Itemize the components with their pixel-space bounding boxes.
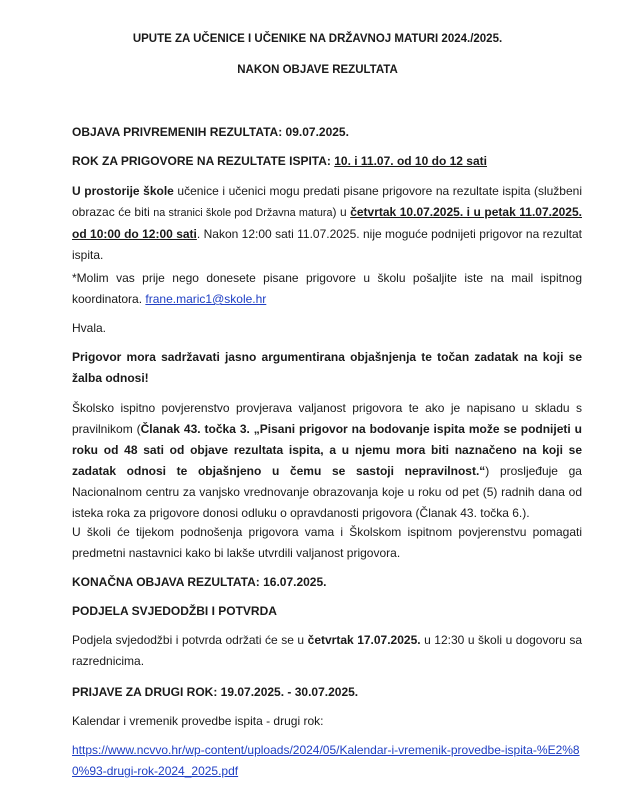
section-provisional-results: OBJAVA PRIVREMENIH REZULTATA: 09.07.2025. bbox=[72, 125, 349, 139]
section-complaint-deadline bbox=[72, 151, 582, 172]
paragraph-teacher-help: U školi će tijekom podnošenja prigovora vama i Školskom ispitnom povjerenstvu pomagati predmetni nastavnici kako bi lakše utvrdili valjanost prigovora. bbox=[72, 525, 582, 560]
certificates-text-2: u 12:30 u školi u dogovoru sa razrednicima. bbox=[72, 633, 583, 668]
complaint-deadline-label: ROK ZA PRIGOVORE NA REZULTATE ISPITA: bbox=[72, 154, 335, 168]
paragraph-email-request bbox=[72, 268, 582, 310]
submission-lead: U prostorije škole bbox=[72, 184, 174, 198]
document-subtitle: NAKON OBJAVE REZULTATA bbox=[237, 64, 398, 76]
paragraph-submission bbox=[72, 181, 582, 266]
complaint-deadline-value: 10. i 11.07. od 10 do 12 sati bbox=[334, 154, 487, 168]
document-title: UPUTE ZA UČENICE I UČENIKE NA DRŽAVNOJ MATURI 2024./2025. bbox=[132, 33, 503, 45]
certificates-date: četvrtak 17.07.2025. bbox=[307, 633, 421, 647]
section-certificates: PODJELA SVJEDODŽBI I POTVRDA bbox=[72, 604, 277, 618]
email-request-text: *Molim vas prije nego donesete pisane prigovore u školu pošaljite iste na mail ispitnog koordinatora. bbox=[72, 271, 582, 306]
procedure-text-1: Školsko ispitno povjerenstvo provjerava valjanost prigovora te ako je napisano u skladu s pravilnikom ( bbox=[72, 401, 582, 436]
calendar-link-wrapper bbox=[72, 740, 582, 782]
paragraph-thanks: Hvala. bbox=[72, 321, 107, 335]
paragraph-certificates bbox=[72, 630, 582, 672]
coordinator-email-link[interactable]: frane.maric1@skole.hr bbox=[145, 292, 267, 306]
section-second-round: PRIJAVE ZA DRUGI ROK: 19.07.2025. - 30.07.2025. bbox=[72, 685, 359, 699]
certificates-text-1: Podjela svjedodžbi i potvrda održati će se u bbox=[72, 633, 308, 647]
procedure-quote: Članak 43. točka 3. „Pisani prigovor na bodovanje ispita može se podnijeti u roku od 48 sati od objave rezultata ispita, a u njemu mora biti naznačeno na koji se zadatak odnosi te objašnjeno u čemu se sastoji nepravilnost.“ bbox=[72, 422, 583, 478]
submission-dates: četvrtak 10.07.2025. i u petak 11.07.2025. od 10:00 do 12:00 sati bbox=[72, 205, 582, 241]
submission-text-1: učenice i učenici mogu predati pisane prigovore na rezultate ispita (službeni obrazac će biti bbox=[72, 184, 582, 219]
calendar-link[interactable]: https://www.ncvvo.hr/wp-content/uploads/2024/05/Kalendar-i-vremenik-provedbe-ispita-%E2%80%93-drugi-rok-2024_2025.pdf bbox=[72, 743, 580, 778]
submission-text-2: ) u bbox=[332, 205, 351, 219]
paragraph-calendar: Kalendar i vremenik provedbe ispita - drugi rok: bbox=[72, 714, 324, 728]
paragraph-committee-procedure bbox=[72, 398, 582, 524]
submission-text-3: . Nakon 12:00 sati 11.07.2025. nije moguće podnijeti prigovor na rezultat ispita. bbox=[72, 227, 582, 262]
section-final-results: KONAČNA OBJAVA REZULTATA: 16.07.2025. bbox=[72, 575, 327, 589]
submission-note: na stranici škole pod Državna matura bbox=[153, 207, 333, 219]
paragraph-complaint-requirement: Prigovor mora sadržavati jasno argumentirana objašnjenja te točan zadatak na koji se žalba odnosi! bbox=[72, 350, 582, 385]
procedure-text-2: ) prosljeđuje ga Nacionalnom centru za vanjsko vrednovanje obrazovanja koje u roku od pet (5) radnih dana od isteka roka za prigovore donosi odluku o opravdanosti prigovora (Članak 43. točka 6.). bbox=[72, 464, 582, 520]
